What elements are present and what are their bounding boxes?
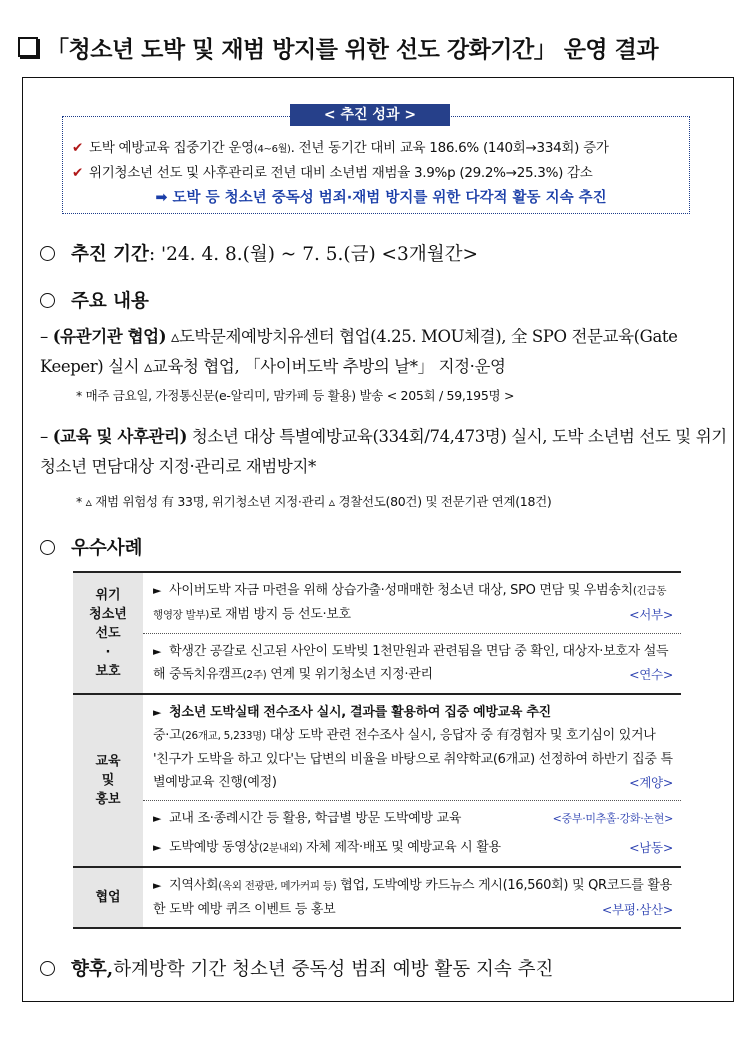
future-plan bbox=[40, 955, 553, 981]
edu-text: 청소년 대상 특별예방교육(334회/74,473명) 실시, 도박 소년범 선도 및 위기청소년 면담대상 지정·관리로 재범방지* bbox=[40, 427, 727, 476]
region-tag: <남동> bbox=[629, 840, 673, 855]
main-content-heading: 주요 내용 bbox=[40, 287, 149, 313]
edu-paragraph: – (교육 및 사후관리) 청소년 대상 특별예방교육(334회/74,473명) 실시, 도박 소년범 선도 및 위기청소년 면담대상 지정·관리로 재범방지* bbox=[40, 427, 727, 476]
achievement-badge: < 추진 성과 > bbox=[290, 104, 450, 126]
case-item: ► 도박예방 동영상(2분내외) 자체 제작·배포 및 예방교육 시 활용 <남동> bbox=[143, 830, 681, 867]
collab-text: ▵도박문제예방치유센터 협업(4.25. MOU체결), 全 SPO 전문교육(Gate Keeper) 실시 ▵교육청 협업, 「사이버도박 추방의 날*」 지정·운영 bbox=[40, 327, 678, 376]
circle-bullet-icon bbox=[40, 540, 55, 555]
case-item: ► 사이버도박 자금 마련을 위해 상습가출·성매매한 청소년 대상, SPO 면담 및 우범송치(긴급동행영장 발부)로 재범 방지 등 선도·보호 <서부> bbox=[143, 572, 681, 634]
achievement-conclusion: ➡ 도박 등 청소년 중독성 범죄·재범 방지를 위한 다각적 활동 지속 추진 bbox=[155, 190, 607, 206]
period-label: 추진 기간 bbox=[71, 244, 149, 265]
circle-bullet-icon bbox=[40, 246, 55, 261]
future-text: 하계방학 기간 청소년 중독성 범죄 예방 활동 지속 추진 bbox=[113, 959, 554, 980]
checkmark-icon: ✔ bbox=[72, 165, 84, 181]
collab-paragraph: – (유관기관 협업) ▵도박문제예방치유센터 협업(4.25. MOU체결), 全 SPO 전문교육(Gate Keeper) 실시 ▵교육청 협업, 「사이버도박 추방의 날*」 지정·운영 bbox=[40, 327, 678, 376]
document-title bbox=[18, 30, 738, 64]
title-text: 「청소년 도박 및 재범 방지를 위한 선도 강화기간」 운영 결과 bbox=[46, 36, 659, 63]
best-cases-table bbox=[73, 571, 681, 929]
case-category: 협업 bbox=[73, 867, 143, 928]
checkmark-icon: ✔ bbox=[72, 140, 84, 156]
region-tag: <서부> bbox=[629, 607, 673, 622]
edu-label: (교육 및 사후관리) bbox=[52, 427, 187, 446]
case-item: ► 청소년 도박실태 전수조사 실시, 결과를 활용하여 집중 예방교육 추진 중·고(26개교, 5,233명) 대상 도박 관련 전수조사 실시, 응답자 중 有경험자 및 호기심이 있거나 '친구가 도박을 하고 있다'는 답변의 비율을 바탕으로 취약학교(6개교) 선정하여 하반기 집중 특별예방교육 진행(예정) <계양> bbox=[143, 694, 681, 801]
circle-bullet-icon bbox=[40, 293, 55, 308]
region-tag: <계양> bbox=[629, 775, 673, 790]
case-item: ► 학생간 공갈로 신고된 사안이 도박빚 1천만원과 관련됨을 면담 중 확인, 대상자·보호자 설득해 중독치유캠프(2주) 연계 및 위기청소년 지정·관리 <연수> bbox=[143, 634, 681, 695]
case-item: ► 지역사회(옥외 전광판, 메가커피 등) 협업, 도박예방 카드뉴스 게시(16,560회) 및 QR코드를 활용한 도박 예방 퀴즈 이벤트 등 홍보 <부평·삼산> bbox=[143, 867, 681, 928]
period-value: : '24. 4. 8.(월) ~ 7. 5.(금) <3개월간> bbox=[148, 244, 478, 265]
case-category: 교육 및 홍보 bbox=[73, 694, 143, 867]
checkbox-square-icon bbox=[18, 37, 38, 57]
region-tag: <중부·미추홀·강화·논현> bbox=[552, 812, 673, 825]
circle-bullet-icon bbox=[40, 961, 55, 976]
case-item: ► 교내 조·종례시간 등 활용, 학급별 방문 도박예방 교육 <중부·미추홀·강화·논현> bbox=[143, 801, 681, 831]
collab-label: (유관기관 협업) bbox=[52, 327, 167, 346]
edu-note: * ▵ 재범 위험성 有 33명, 위기청소년 지정·관리 ▵ 경찰선도(80건) 및 전문기관 연계(18건) bbox=[76, 494, 552, 509]
case-category: 위기 청소년 선도 · 보호 bbox=[73, 572, 143, 694]
future-label: 향후, bbox=[71, 959, 114, 980]
achievement-item-2: ✔ 위기청소년 선도 및 사후관리로 전년 대비 소년범 재범율 3.9%p (29.2%→25.3%) 감소 bbox=[72, 165, 593, 181]
region-tag: <부평·삼산> bbox=[601, 902, 673, 917]
region-tag: <연수> bbox=[629, 667, 673, 682]
collab-note: * 매주 금요일, 가정통신문(e-알리미, 맘카페 등 활용) 발송 < 205회 / 59,195명 > bbox=[76, 388, 515, 403]
period-section bbox=[40, 240, 478, 266]
achievement-item-1: ✔ 도박 예방교육 집중기간 운영(4~6월). 전년 동기간 대비 교육 186.6% (140회→334회) 증가 bbox=[72, 140, 609, 156]
best-cases-heading: 우수사례 bbox=[40, 534, 142, 560]
